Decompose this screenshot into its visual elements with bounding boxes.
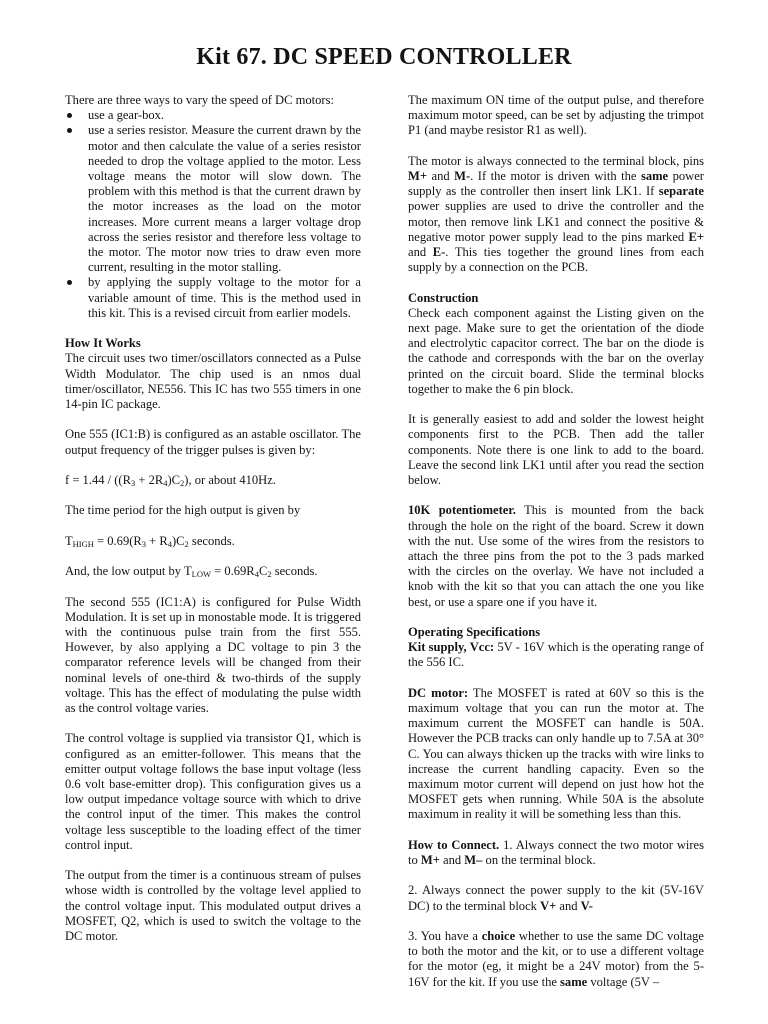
- motor-connection-text: The motor is always connected to the terminal block, pins M+ and M-. If the motor is driven with the same power supply as the controller then insert link LK1. If separate power supplies are used to drive the controller and the motor, then remove link LK1 and connect the positive & negative motor power supply lead to the pins marked E+ and E-. This ties together the ground lines from each supply by a connection on the PCB.: [408, 153, 704, 275]
- list-item: use a gear-box.: [65, 108, 361, 123]
- construction-heading: Construction: [408, 290, 479, 305]
- intro-text: There are three ways to vary the speed of DC motors:: [65, 93, 334, 107]
- operating-specs-heading: Operating Specifications: [408, 625, 541, 640]
- pwm-text: The second 555 (IC1:A) is configured for Pulse Width Modulation. It is set up in monostable mode. It is triggered with the continuous pulse train from the first 555. However, by also applying a DC voltage to pin 3 the comparator reference levels will be changed from their nominal levels of one-third & two-thirds of the supply voltage. This has the effect of modulating the pulse width as the control voltage varies.: [65, 594, 361, 716]
- potentiometer-text: 10K potentiometer. This is mounted from the back through the hole on the right of the board. Screw it down with the nut. Use some of the wires from the resistors to attach the three pins from the pot to the 3 pads marked with the circles on the overlay. We have not included a knob with the kit so that you can attach the one you like best, or use a spare one if you have it.: [408, 503, 704, 609]
- list-item: by applying the supply voltage to the motor for a variable amount of time. This is the method used in this kit. This is a revised circuit from earlier models.: [65, 275, 361, 321]
- right-column: [408, 93, 704, 1005]
- frequency-formula: $f = 1.44 / ((R_3 + 2R_4)C_2)$, or about 410Hz.: [65, 473, 276, 489]
- methods-list: [65, 108, 361, 321]
- how-to-connect-text: How to Connect. 1. Always connect the two motor wires to M+ and M– on the terminal block.: [408, 837, 705, 868]
- astable-text: One 555 (IC1:B) is configured as an astable oscillator. The output frequency of the trigger pulses is given by:: [65, 427, 361, 457]
- list-item: use a series resistor. Measure the current drawn by the motor and then calculate the value of a series resistor needed to drop the voltage applied to the motor. Less voltage means the motor will slow down. The problem with this method is that the current drawn by the motor increases as the load on the motor increases. More current means a larger voltage drop across the series resistor and therefore less voltage to the motor. The motor now tries to draw even more current, resulting in the motor stalling.: [65, 123, 361, 275]
- page-title: Kit 67. DC SPEED CONTROLLER: [196, 44, 572, 70]
- how-it-works-text: The circuit uses two timer/oscillators connected as a Pulse Width Modulator. The chip used is an nmos dual timer/oscillator, NE556. This IC has two 555 timers in one 14-pin IC package.: [65, 351, 361, 412]
- period-text: The time period for the high output is given by: [65, 503, 301, 518]
- kit-supply-text: Kit supply, Vcc: 5V - 16V which is the operating range of the 556 IC.: [408, 640, 704, 670]
- how-it-works-heading: How It Works: [65, 336, 141, 351]
- step-3-text: 3. You have a choice whether to use the same DC voltage to both the motor and the kit, or to use a different voltage for the motor (eg, it might be a 24V motor) from the 5-16V for the kit. If you use the same voltage (5V –: [408, 929, 704, 989]
- construction-text: Check each component against the Listing given on the next page. Make sure to get the orientation of the diode and electrolytic capacitor correct. The bar on the diode is the cathode and corresponds with the bar on the overlay printed on the circuit board. Slide the terminal blocks together to make the 6 pin block.: [408, 305, 704, 396]
- solder-text: It is generally easiest to add and solder the lowest height components first to the PCB. Then add the taller components. Note there is one link to add to the board. Leave the second link LK1 until after you read the section below.: [408, 412, 704, 488]
- output-text: The output from the timer is a continuous stream of pulses whose width is controlled by the voltage level applied to the control voltage input. This modulated output drives a MOSFET, Q2, which is used to switch the voltage to the DC motor.: [65, 868, 361, 944]
- step-2-text: 2. Always connect the power supply to the kit (5V-16V DC) to the terminal block V+ and V-: [408, 883, 704, 913]
- control-voltage-text: The control voltage is supplied via transistor Q1, which is configured as an emitter-follower. This means that the emitter output voltage follows the base input voltage (less 0.6 volt base-emitter drop). This configuration gives us a low output impedance voltage source with which to drive the control input of the timer. This makes the control voltage less susceptible to the loading effect of the timer control input.: [65, 731, 361, 852]
- thigh-formula: $T_{HIGH} = 0.69(R_3 + R_4)C_2$ seconds.: [65, 533, 235, 549]
- dc-motor-text: DC motor: The MOSFET is rated at 60V so this is the maximum voltage that you can run the motor at. The maximum current the MOSFET can handle is 50A. However the PCB tracks can only handle up to 7.5A at 30° C. You can always thicken up the tracks with wire links to increase the current handling capacity. Even so the maximum motor current will depend on just how hot the MOSFET gets when running. While 50A is the absolute maximum in reality it will be something less than this.: [408, 685, 704, 822]
- tlow-formula: And, the low output by $T_{LOW} = 0.69R_4C_2$ seconds.: [65, 564, 318, 580]
- max-on-text: The maximum ON time of the output pulse, and therefore maximum motor speed, can be set by adjusting the trimpot P1 (and maybe resistor R1 as well).: [408, 93, 704, 138]
- left-column: [65, 93, 361, 959]
